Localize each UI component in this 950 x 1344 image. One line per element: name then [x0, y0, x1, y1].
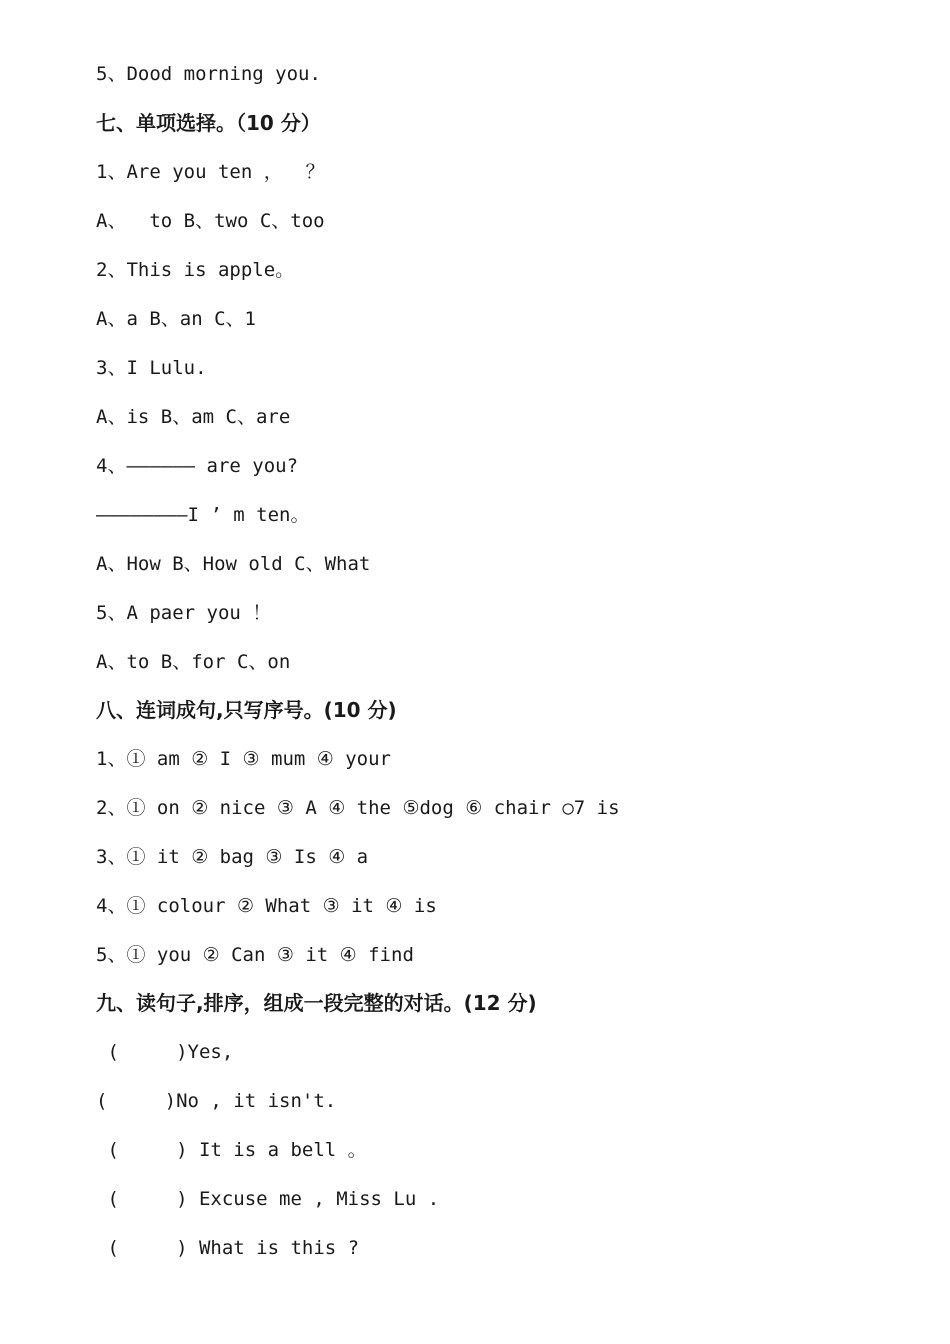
section8-item-4: 4、① colour ② What ③ it ④ is	[96, 895, 437, 917]
section7-q1-stem: 1、Are you ten ， ？	[96, 161, 325, 183]
section8-item-5: 5、① you ② Can ③ it ④ find	[96, 944, 414, 966]
section8-item-2: 2、① on ② nice ③ A ④ the ⑤dog ⑥ chair ○7 is	[96, 797, 620, 819]
section7-q3-options: A、is B、am C、are	[96, 406, 291, 428]
section7-q5-stem: 5、A paer you ！	[96, 602, 272, 624]
section7-q4-stem: 4、—————— are you?	[96, 455, 299, 477]
section7-q4-options: A、How B、How old C、What	[96, 553, 371, 575]
section9-item-4: ( ) Excuse me , Miss Lu .	[96, 1188, 440, 1210]
section7-q5-options: A、to B、for C、on	[96, 651, 291, 673]
section9-item-2: ( )No , it isn't.	[96, 1090, 337, 1112]
section7-q4-answer-line: ————————I ’ m ten。	[96, 504, 310, 526]
section7-heading: 七、单项选择。（10 分）	[96, 111, 321, 135]
section8-item-1: 1、① am ② I ③ mum ④ your	[96, 748, 392, 770]
section7-q2-stem: 2、This is apple。	[96, 259, 295, 281]
section7-q3-stem: 3、I Lulu.	[96, 357, 207, 379]
section8-item-3: 3、① it ② bag ③ Is ④ a	[96, 846, 369, 868]
section8-heading: 八、连词成句,只写序号。(10 分)	[96, 698, 397, 722]
section9-heading: 九、读句子,排序，组成一段完整的对话。(12 分)	[96, 991, 537, 1015]
section6-item-5: 5、Dood morning you.	[96, 63, 321, 85]
section9-item-1: ( )Yes,	[96, 1041, 234, 1063]
section7-q2-options: A、a B、an C、1	[96, 308, 256, 330]
section9-item-3: ( ) It is a bell 。	[96, 1139, 367, 1161]
section9-item-5: ( ) What is this ?	[96, 1237, 360, 1259]
section7-q1-options: A、 to B、two C、too	[96, 210, 325, 232]
